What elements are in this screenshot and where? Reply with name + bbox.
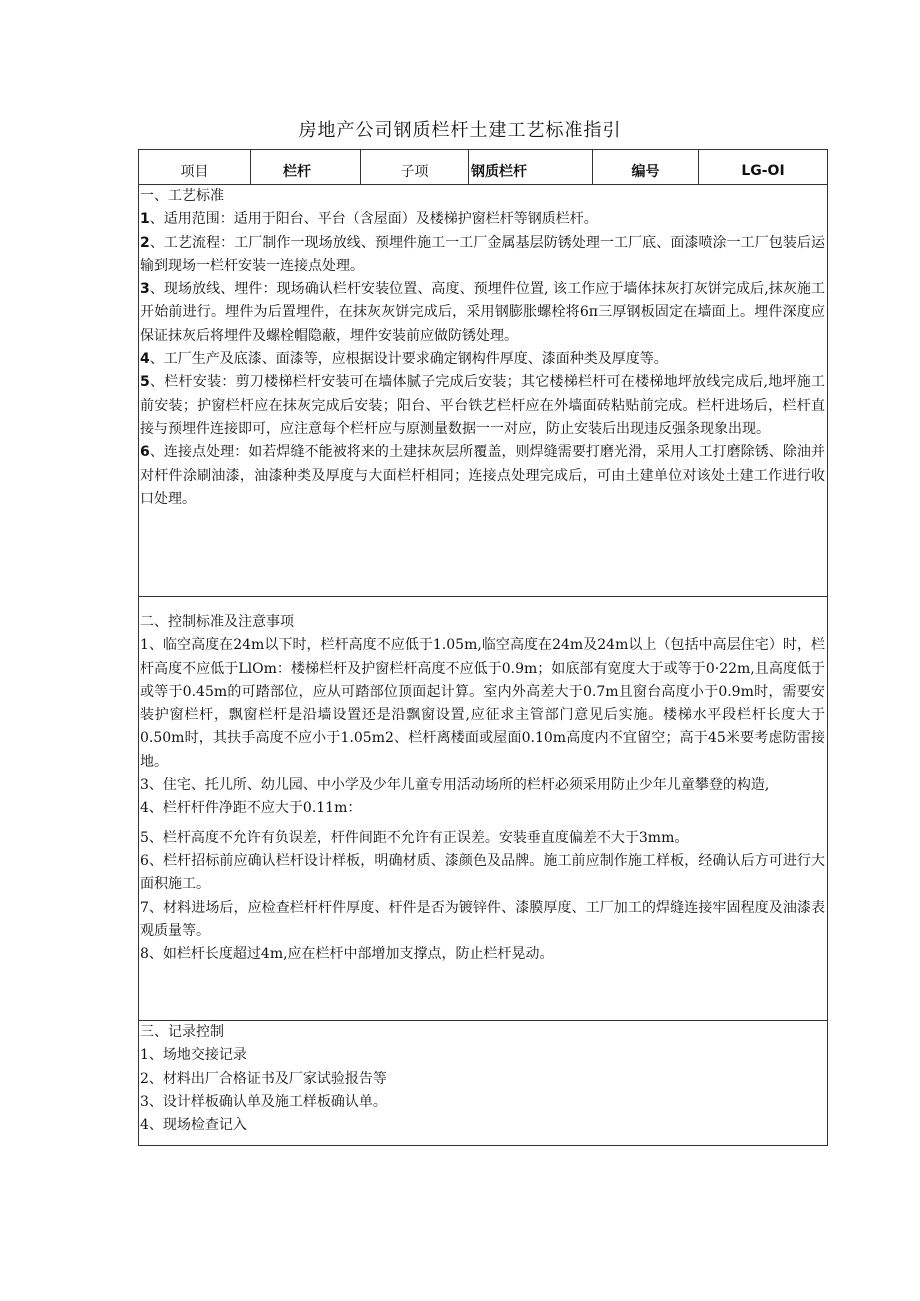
item-value: 栏杆 [251, 150, 361, 184]
list-item: 3、设计样板确认单及施工样板确认单。 [140, 1093, 387, 1110]
list-item [140, 232, 825, 279]
document-title: 房地产公司钢质栏杆土建工艺标准指引 [298, 120, 622, 141]
item-number: 1 [140, 211, 150, 228]
item-label: 项目 [139, 150, 251, 184]
section-heading: 一、工艺标准 [140, 188, 224, 204]
item-text: 、栏杆安装：剪刀楼梯栏杆安装可在墙体腻子完成后安装；其它楼梯栏杆可在楼梯地坪放线完成后,地坪施工前安装；护窗栏杆应在抹灰完成后安装；阳台、平台铁艺栏杆应在外墙面砖粘贴前完成。栏杆进场后，栏杆直接与预埋件连接即可，应注意每个栏杆应与原测量数据一一对应，防止安装后出现违反强条现象出现。 [140, 374, 825, 437]
section-control-standards [139, 611, 827, 1021]
list-item [140, 208, 825, 231]
section-heading: 三、记录控制 [140, 1024, 224, 1040]
item-number: 6 [140, 444, 150, 461]
item-text: 、工厂生产及底漆、面漆等，应根据设计要求确定钢构件厚度、漆面种类及厚度等。 [149, 351, 668, 368]
section-process-standard [139, 185, 827, 597]
sub-item-label: 子项 [361, 150, 469, 184]
section-heading: 二、控制标准及注意事项 [140, 614, 294, 630]
list-item: 4、现场检查记入 [140, 1117, 247, 1134]
list-item: 8、如栏杆长度超过4m,应在栏杆中部增加支撑点，防止栏杆晃动。 [140, 946, 554, 963]
standard-table [138, 149, 828, 1146]
item-number: 5 [140, 374, 150, 391]
item-number: 4 [140, 351, 150, 368]
list-item: 7、材料进场后，应检查栏杆杆件厚度、杆件是否为镀锌件、漆膜厚度、工厂加工的焊缝连接牢固程度及油漆表观质量等。 [140, 899, 825, 939]
list-item [140, 348, 825, 371]
list-item [140, 278, 825, 348]
list-item: 3、住宅、托儿所、幼儿园、中小学及少年儿童专用活动场所的栏杆必须采用防止少年儿童攀登的构造, [140, 777, 770, 794]
list-item: 1、场地交接记录 [140, 1047, 247, 1064]
item-text: 、工艺流程：工厂制作一现场放线、预埋件施工一工厂金属基层防锈处理一工厂底、面漆喷涂一工厂包装后运输到现场一栏杆安装一连接点处理。 [140, 234, 825, 274]
list-item: 6、栏杆招标前应确认栏杆设计样板，明确材质、漆颜色及品牌。施工前应制作施工样板，经确认后方可进行大面积施工。 [140, 852, 825, 893]
list-item: 2、材料出厂合格证书及厂家试验报告等 [140, 1070, 387, 1087]
code-label: 编号 [593, 150, 699, 184]
list-item: 4、栏杆杆件净距不应大于0.11m： [140, 800, 362, 817]
header-row [139, 150, 827, 185]
item-text: 、现场放线、埋件：现场确认栏杆安装位置、高度、预埋件位置, 该工作应于墙体抹灰打灰饼完成后,抹灰施工开始前进行。埋件为后置埋件，在抹灰灰饼完成后，采用钢膨胀螺栓将6π三厚钢板固定在墙面上。埋件深度应保证抹灰后将埋件及螺栓帽隐蔽，埋件安装前应做防锈处理。 [140, 281, 825, 344]
list-item: 5、栏杆高度不允许有负误差，杆件间距不允许有正误差。安装垂直度偏差不大于3mm。 [140, 829, 689, 846]
item-number: 3 [140, 281, 150, 298]
section-record-control [139, 1021, 827, 1145]
item-text: 、适用范围：适用于阳台、平台（含屋面）及楼梯护窗栏杆等钢质栏杆。 [149, 211, 598, 228]
list-item: 1、临空高度在24m以下时，栏杆高度不应低于1.05m,临空高度在24m及24m以上（包括中高层住宅）时，栏杆高度不应低于LlOm：楼梯栏杆及护窗栏杆高度不应低于0.9m；如底部有宽度大于或等于0·22m,且高度低于或等于0.45m的可踏部位，应从可踏部位顶面起计算。室内外高差大于0.7m且窗台高度小于0.9m时，需要安装护窗栏杆，飘窗栏杆是沿墙设置还是沿飘窗设置,应征求主管部门意见后实施。楼梯水平段栏杆长度大于0.50m时，其扶手高度不应小于1.05m2、栏杆离楼面或屋面0.10m高度内不宜留空；高于45米要考虑防雷接地。 [140, 637, 825, 770]
code-value: LG-OI [741, 163, 785, 179]
list-item [140, 441, 825, 511]
list-item [140, 371, 825, 441]
item-number: 2 [140, 234, 150, 251]
item-text: 、连接点处理：如若焊缝不能被将来的土建抹灰层所覆盖，则焊缝需要打磨光滑，采用人工打磨除锈、除油并对杆件涂刷油漆，油漆种类及厚度与大面栏杆相同；连接点处理完成后，可由土建单位对该处土建工作进行收口处理。 [140, 444, 825, 507]
sub-item-value: 钢质栏杆 [469, 150, 593, 184]
